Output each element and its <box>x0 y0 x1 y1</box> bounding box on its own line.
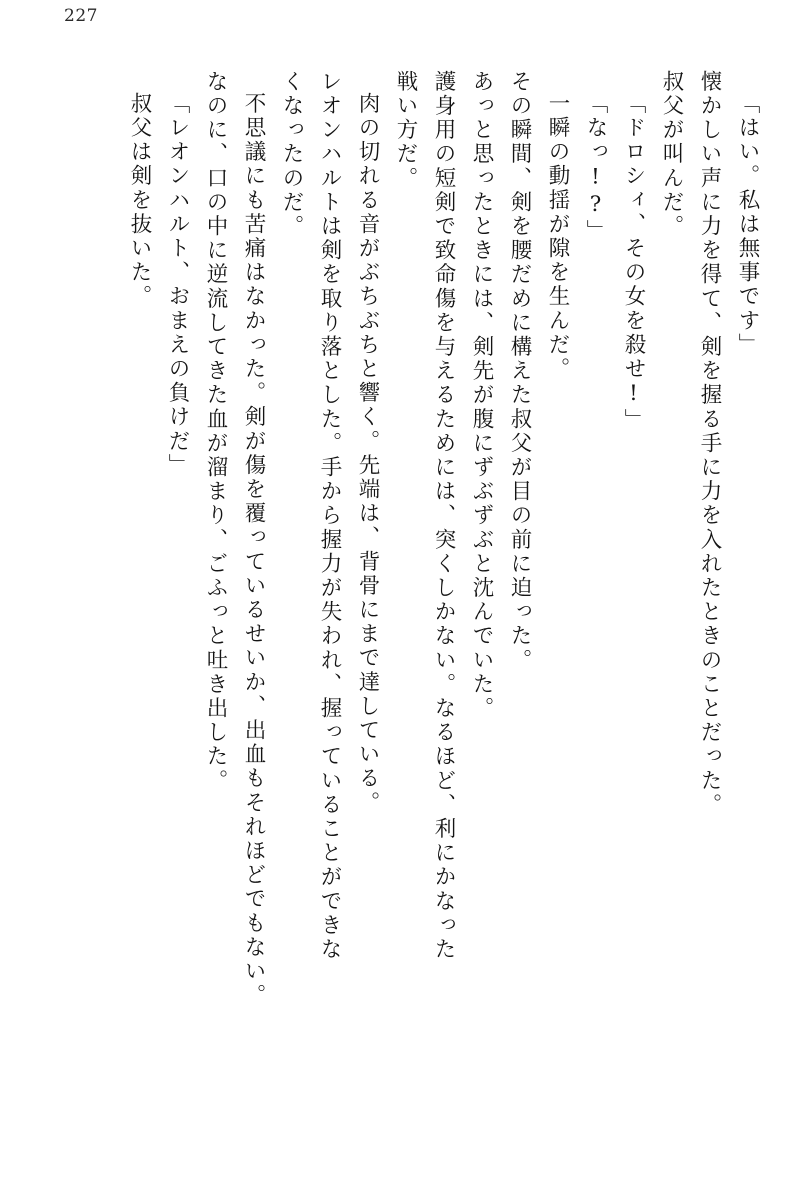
text-line: その瞬間、剣を腰だめに構えた叔父が目の前に迫った。 <box>507 70 532 673</box>
text-line: 叔父が叫んだ。 <box>659 70 684 239</box>
text-line: 戦い方だ。 <box>393 70 418 191</box>
text-line: 「ドロシィ、その女を殺せ!」 <box>621 92 646 433</box>
text-line: なのに、口の中に逆流してきた血が溜まり、ごふっと吐き出した。 <box>203 70 228 793</box>
page-number: 227 <box>64 6 98 26</box>
text-line: 叔父は剣を抜いた。 <box>127 92 152 309</box>
text-line: くなったのだ。 <box>279 70 304 239</box>
text-line: 肉の切れる音がぶちぶちと響く。先端は、背骨にまで達している。 <box>355 92 380 815</box>
text-line: 懐かしい声に力を得て、剣を握る手に力を入れたときのことだった。 <box>697 70 722 818</box>
text-line: あっと思ったときには、剣先が腹にずぶずぶと沈んでいた。 <box>469 70 494 721</box>
text-line: 不思議にも苦痛はなかった。剣が傷を覆っているせいか、出血もそれほどでもない。 <box>241 92 266 1008</box>
text-line: 護身用の短剣で致命傷を与えるためには、突くしかない。なるほど、利にかなった <box>431 70 456 962</box>
text-line: レオンハルトは剣を取り落とした。手から握力が失われ、握っていることができな <box>317 70 342 962</box>
text-line: 「はい。私は無事です」 <box>735 92 760 358</box>
text-line: 「レオンハルト、おまえの負けだ」 <box>165 92 190 478</box>
vertical-text-body <box>34 70 758 1156</box>
text-line: 「なっ!?」 <box>583 92 608 244</box>
text-line: 一瞬の動揺が隙を生んだ。 <box>545 92 570 382</box>
